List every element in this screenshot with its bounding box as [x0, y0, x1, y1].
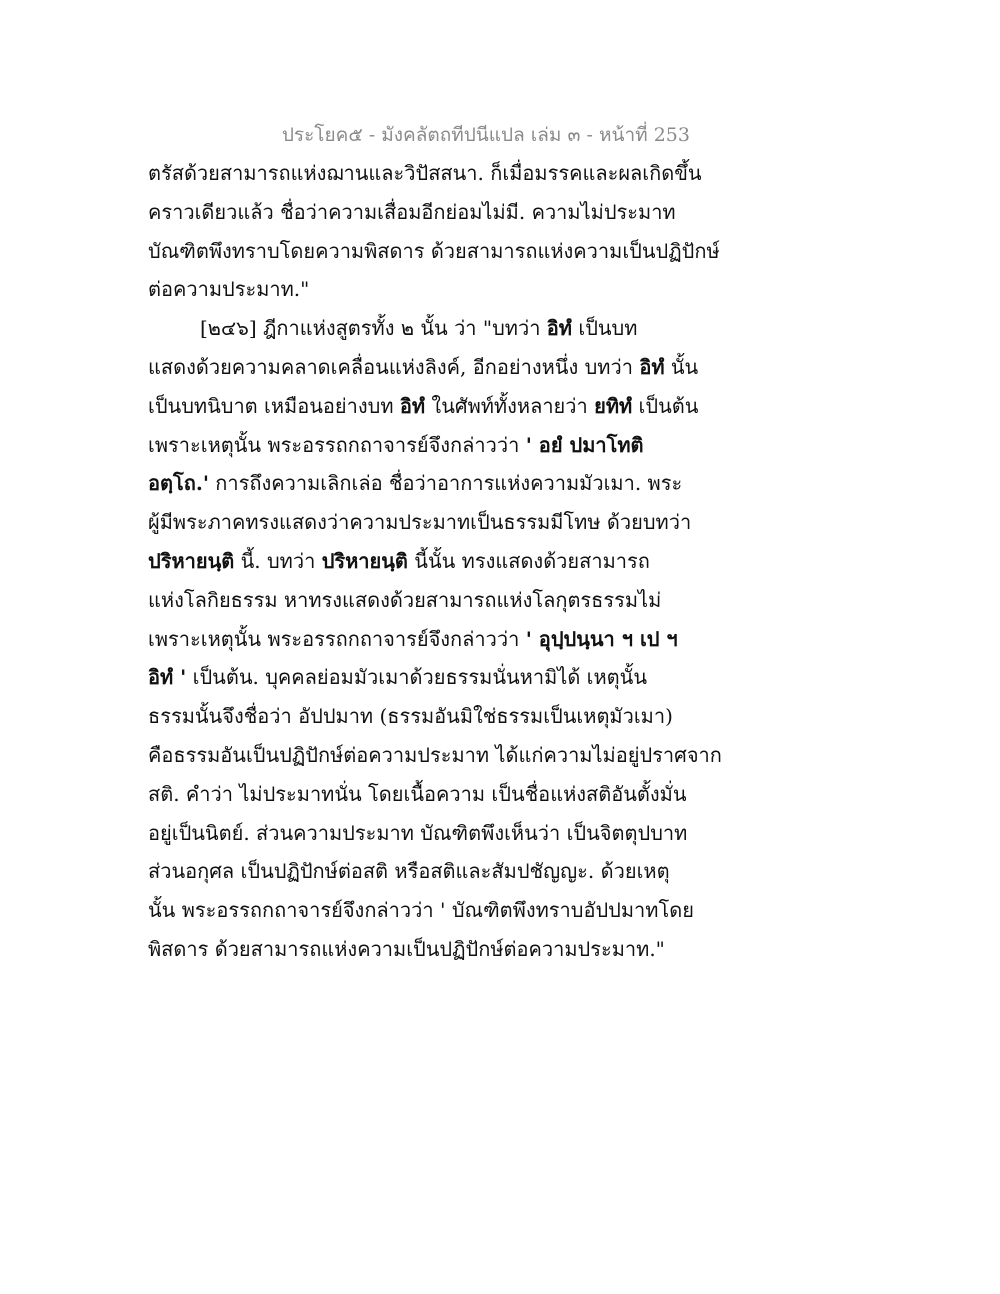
text-line [148, 658, 708, 697]
bold-term: ' อยํ ปมาโทติ [525, 432, 644, 457]
text-line [148, 814, 708, 853]
text-line [148, 891, 708, 930]
text-line [148, 697, 708, 736]
page-header: ประโยค๕ - มังคลัตถทีปนีแปล เล่ม ๓ - หน้าที่ 253 [281, 124, 690, 146]
text-line [148, 581, 708, 620]
text-segment: คือธรรมอันเป็นปฏิปักษ์ต่อความประมาท ได้แก่ความไม่อยู่ปราศจาก [148, 742, 722, 767]
text-segment: นั้น พระอรรถกถาจารย์จึงกล่าวว่า ' บัณฑิตพึงทราบอัปปมาทโดย [148, 898, 694, 923]
text-line [148, 775, 708, 814]
text-segment: ส่วนอกุศล เป็นปฏิปักษ์ต่อสติ หรือสติและสัมปชัญญะ. ด้วยเหตุ [148, 859, 670, 884]
text-segment: เพราะเหตุนั้น พระอรรถกถาจารย์จึงกล่าวว่า [148, 626, 526, 651]
text-segment: เป็นต้น [632, 393, 699, 418]
bold-term: อตฺโถ.' [148, 471, 209, 496]
text-line [148, 736, 722, 775]
bold-term: อิทํ [546, 316, 572, 341]
text-line [148, 620, 708, 659]
text-segment: ต่อความประมาท." [148, 277, 310, 302]
text-segment: สติ. คำว่า ไม่ประมาทนั่น โดยเนื้อความ เป็นชื่อแห่งสติอันตั้งมั่น [148, 781, 687, 806]
bold-term: อิทํ [639, 354, 665, 379]
bold-term: ปริหายนฺติ [321, 548, 408, 573]
text-line [148, 464, 708, 503]
text-line [148, 309, 708, 348]
text-line [148, 193, 708, 232]
text-line [148, 348, 708, 387]
text-segment: เป็นบท [572, 316, 638, 341]
text-segment: แสดงด้วยความคลาดเคลื่อนแห่งลิงค์, อีกอย่างหนึ่ง บทว่า [148, 354, 640, 379]
text-segment: ตรัสด้วยสามารถแห่งฌานและวิปัสสนา. ก็เมื่อมรรคและผลเกิดขึ้น [148, 161, 702, 185]
text-line [148, 387, 708, 426]
text-segment: ในศัพท์ทั้งหลายว่า [425, 393, 595, 418]
text-segment: อยู่เป็นนิตย์. ส่วนความประมาท บัณฑิตพึงเห็นว่า เป็นจิตตุปบาท [148, 820, 688, 845]
bold-term: ปริหายนฺติ [148, 548, 235, 573]
text-segment: ธรรมนั้นจึงชื่อว่า อัปปมาท (ธรรมอันมิใช่ธรรมเป็นเหตุมัวเมา) [148, 704, 673, 729]
text-line [148, 232, 720, 271]
bold-term: อิทํ ' [148, 665, 187, 690]
text-segment: บัณฑิตพึงทราบโดยความพิสดาร ด้วยสามารถแห่งความเป็นปฏิปักษ์ [148, 238, 720, 263]
text-line [148, 542, 708, 581]
text-segment: [๒๔๖] ฎีกาแห่งสูตรทั้ง ๒ นั้น ว่า "บทว่า [200, 316, 547, 341]
bold-term: ' อุปฺปนฺนา ฯ เป ฯ [525, 626, 678, 651]
text-segment: เป็นต้น. บุคคลย่อมมัวเมาด้วยธรรมนั่นหามิได้ เหตุนั้น [186, 665, 648, 690]
bold-term: ยทิทํ [594, 393, 633, 418]
text-segment: ผู้มีพระภาคทรงแสดงว่าความประมาทเป็นธรรมมีโทษ ด้วยบทว่า [148, 510, 692, 535]
text-segment: นี้นั้น ทรงแสดงด้วยสามารถ [407, 548, 650, 573]
text-segment: เพราะเหตุนั้น พระอรรถกถาจารย์จึงกล่าวว่า [148, 432, 526, 457]
text-segment: การถึงความเลิกเล่อ ชื่อว่าอาการแห่งความมัวเมา. พระ [208, 471, 683, 496]
text-line [148, 426, 708, 465]
text-segment: แห่งโลกิยธรรม หาทรงแสดงด้วยสามารถแห่งโลกุตรธรรมไม่ [148, 587, 662, 612]
text-line [148, 930, 708, 969]
text-line [148, 270, 708, 309]
text-line [148, 154, 708, 193]
bold-term: อิทํ [399, 393, 426, 418]
text-segment: คราวเดียวแล้ว ชื่อว่าความเสื่อมอีกย่อมไม่มี. ความไม่ประมาท [148, 199, 676, 224]
body-text [148, 154, 722, 969]
text-segment: นี้. บทว่า [234, 548, 322, 573]
text-segment: เป็นบทนิบาต เหมือนอย่างบท [148, 393, 400, 418]
text-segment: นั้น [664, 354, 699, 379]
text-line [148, 503, 708, 542]
text-line [148, 852, 708, 891]
text-segment: พิสดาร ด้วยสามารถแห่งความเป็นปฏิปักษ์ต่อความประมาท." [148, 936, 665, 961]
